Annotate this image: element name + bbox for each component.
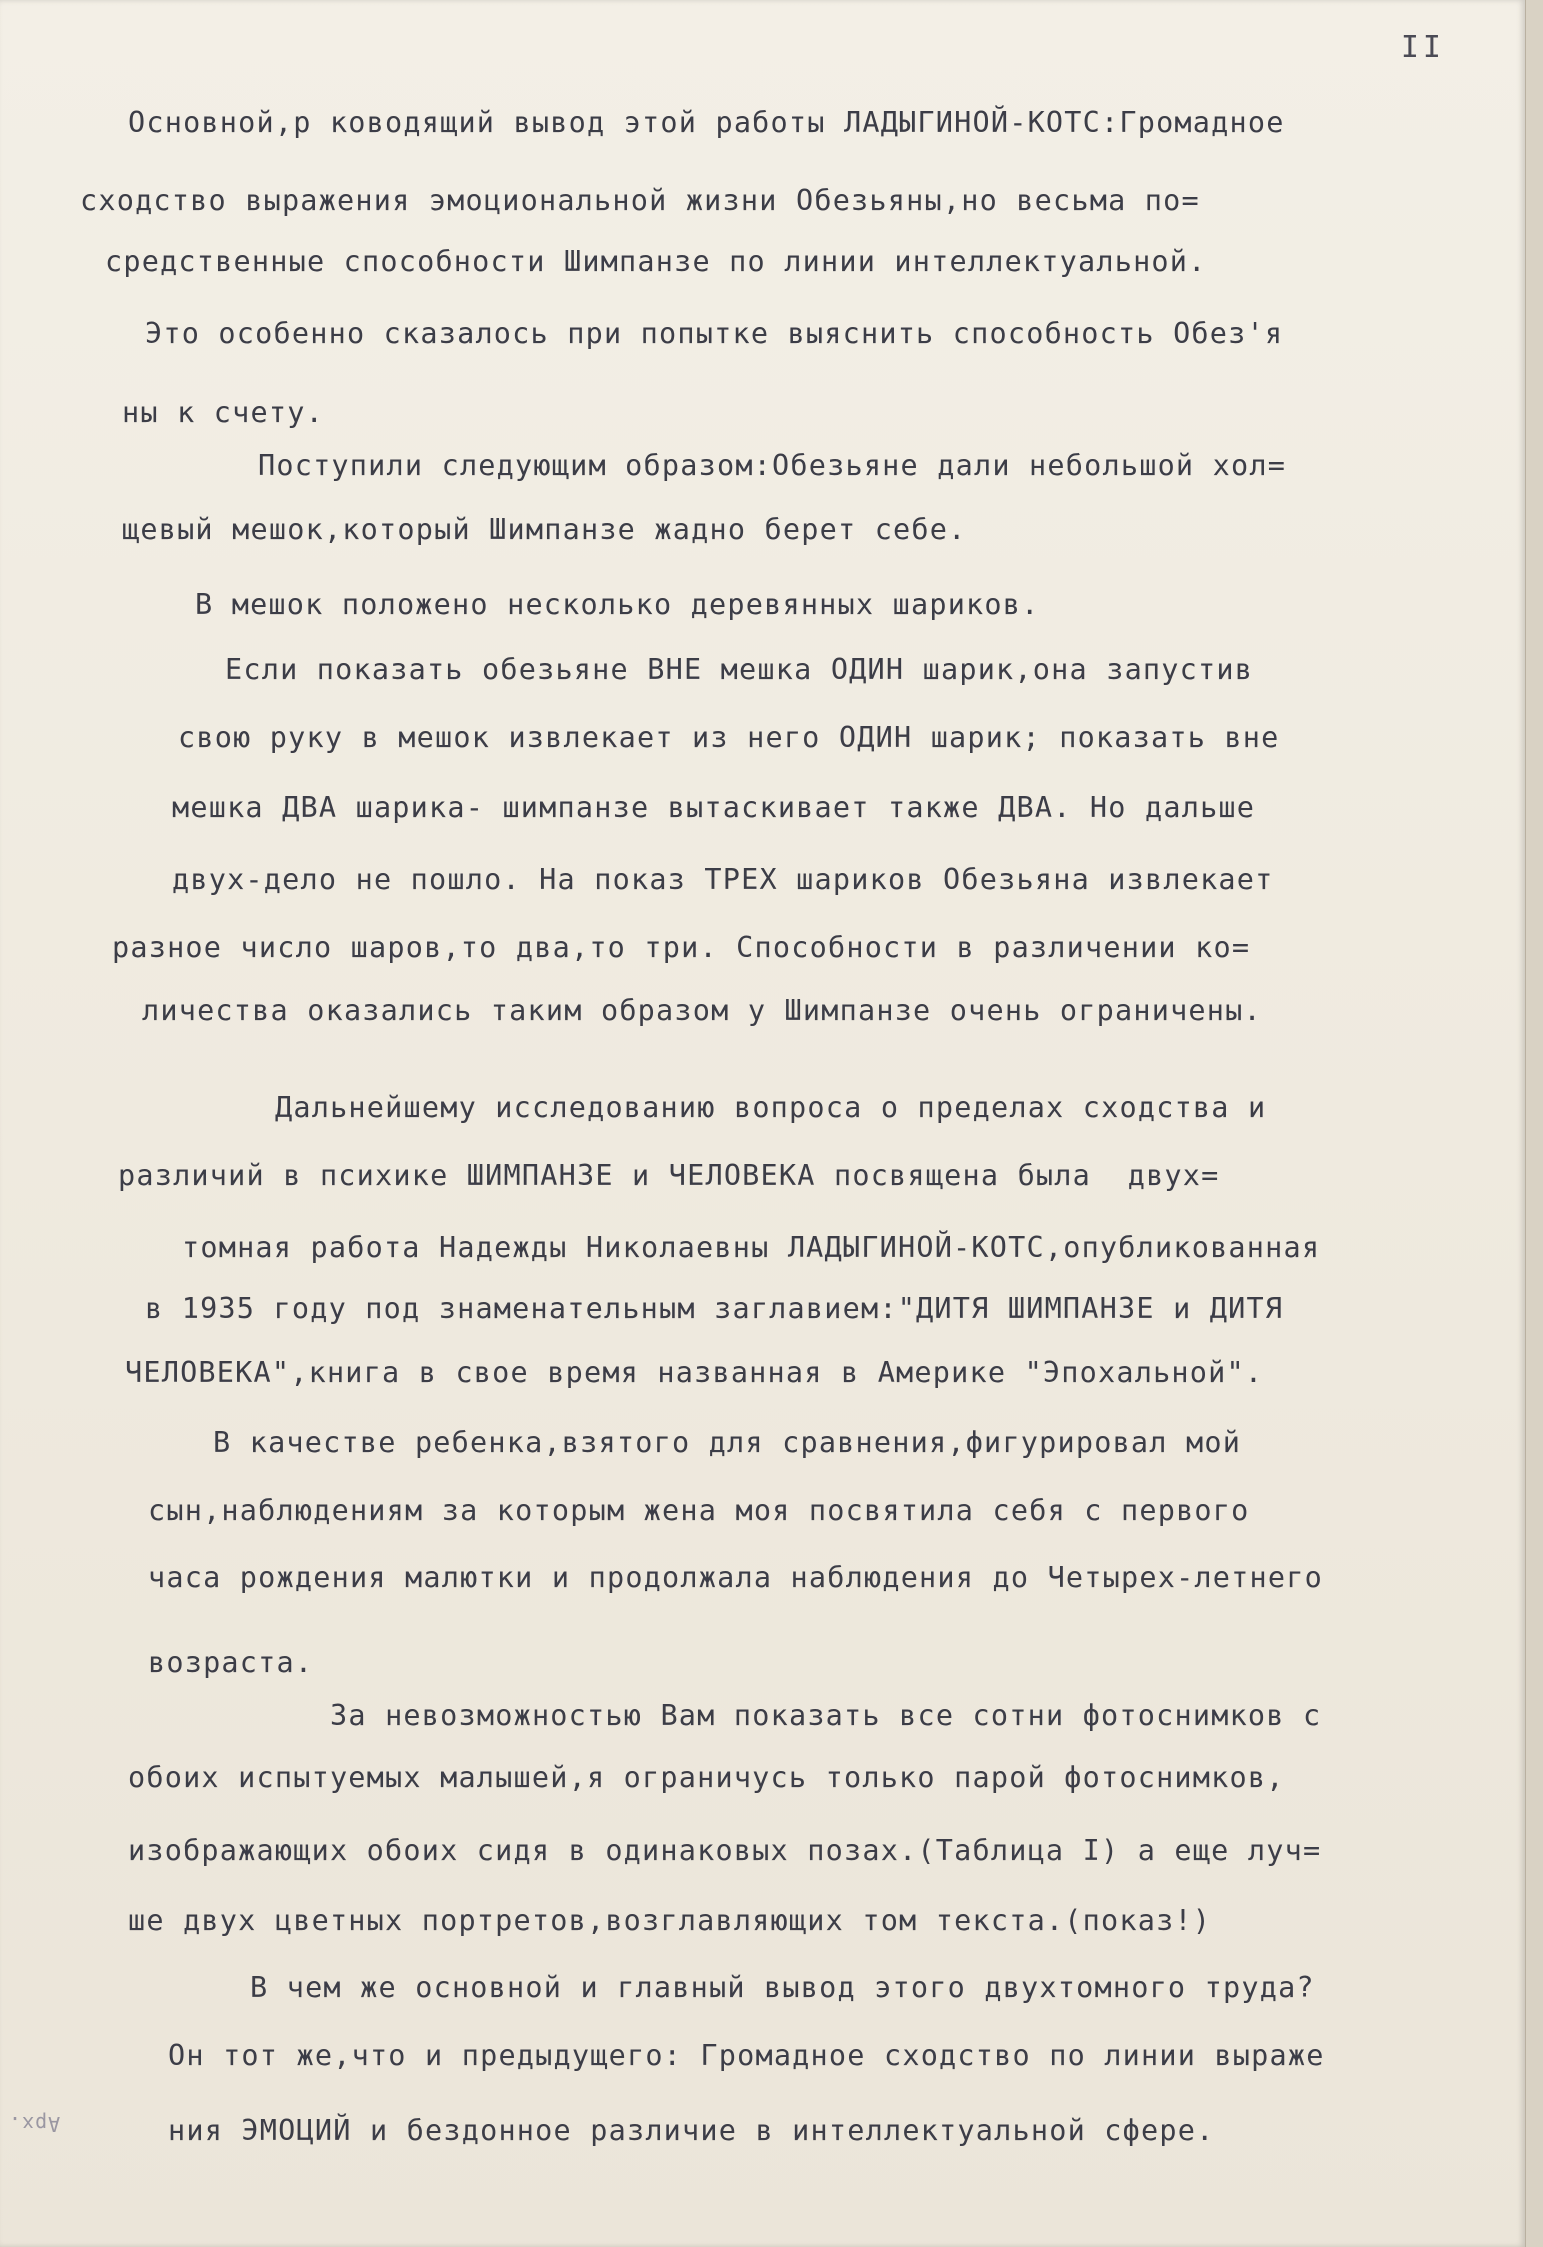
text-line: личества оказались таким образом у Шимпанзе очень ограничены. [142,994,1262,1027]
text-line: щевый мешок,который Шимпанзе жадно берет себе. [122,513,967,546]
text-line: двух-дело не пошло. На показ ТРЕХ шариков Обезьяна извлекает [172,863,1274,896]
text-line: изображающих обоих сидя в одинаковых позах.(Таблица I) а еще луч= [128,1834,1322,1867]
text-line: средственные способности Шимпанзе по линии интеллектуальной. [105,245,1207,278]
text-line: мешка ДВА шарика- шимпанзе вытаскивает также ДВА. Но дальше [172,791,1256,824]
margin-note: Арх. [8,2112,61,2136]
text-line: В качестве ребенка,взятого для сравнения,фигурировал мой [213,1426,1242,1459]
text-line: различий в психике ШИМПАНЗЕ и ЧЕЛОВЕКА посвящена была двух= [118,1159,1220,1192]
text-line: сходство выражения эмоциональной жизни Обезьяны,но весьма по= [80,184,1200,217]
text-line: Это особенно сказалось при попытке выяснить способность Обез'я [145,317,1284,350]
text-line: Основной,р ководящий вывод этой работы ЛАДЫГИНОЙ-КОТС:Громадное [128,106,1285,139]
text-line: сын,наблюдениям за которым жена моя посвятила себя с первого [148,1494,1250,1527]
text-line: томная работа Надежды Николаевны ЛАДЫГИНОЙ-КОТС,опубликованная [182,1231,1321,1264]
text-line: В чем же основной и главный вывод этого двухтомного труда? [250,1971,1315,2004]
text-line: В мешок положено несколько деревянных шариков. [195,588,1040,621]
text-line: ния ЭМОЦИЙ и бездонное различие в интеллектуальной сфере. [168,2114,1215,2147]
text-line: возраста. [148,1646,314,1679]
text-line: Он тот же,что и предыдущего: Громадное сходство по линии выраже [168,2039,1325,2072]
text-line: часа рождения малютки и продолжала наблюдения до Четырех-летнего [148,1561,1323,1594]
text-line: За невозможностью Вам показать все сотни фотоснимков с [330,1699,1322,1732]
text-line: Дальнейшему исследованию вопроса о пределах сходства и [275,1091,1267,1124]
text-line: ны к счету. [122,396,324,429]
text-line: Поступили следующим образом:Обезьяне дали небольшой хол= [258,449,1287,482]
text-line: обоих испытуемых малышей,я ограничусь только парой фотоснимков, [128,1761,1285,1794]
page-number: II [1400,30,1445,65]
page-edge [1525,0,1543,2247]
text-line: ше двух цветных портретов,возглавляющих том текста.(показ!) [128,1904,1212,1937]
text-line: свою руку в мешок извлекает из него ОДИН шарик; показать вне [178,721,1280,754]
text-line: ЧЕЛОВЕКА",книга в свое время названная в Америке "Эпохальной". [125,1356,1264,1389]
text-line: в 1935 году под знаменательным заглавием:"ДИТЯ ШИМПАНЗЕ и ДИТЯ [145,1292,1284,1325]
text-line: разное число шаров,то два,то три. Способности в различении ко= [112,931,1251,964]
text-line: Если показать обезьяне ВНЕ мешка ОДИН шарик,она запустив [225,653,1254,686]
